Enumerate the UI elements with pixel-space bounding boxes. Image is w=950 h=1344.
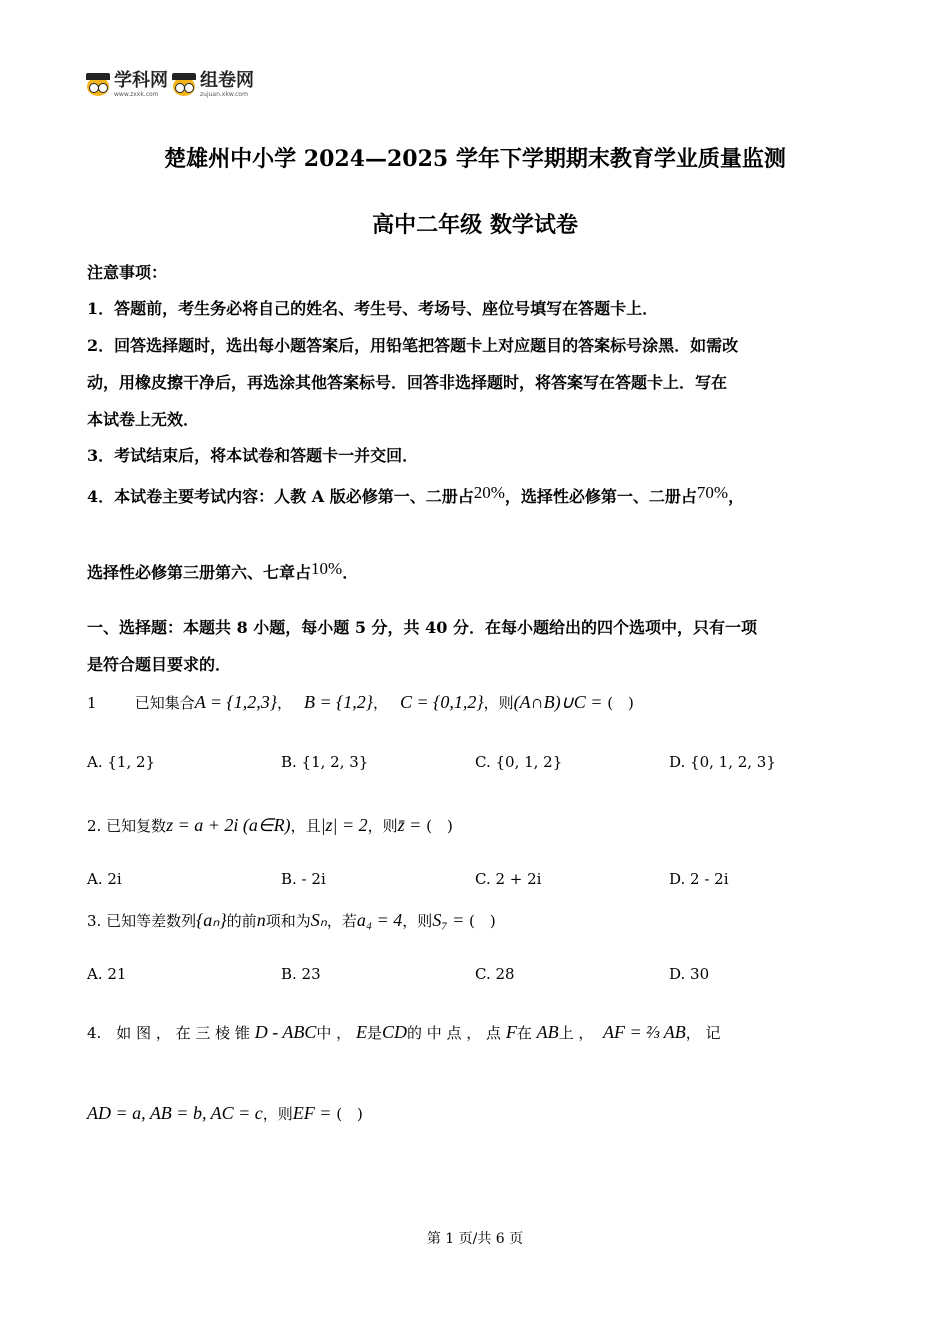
q2-option-a[interactable]: A. 2i — [87, 870, 122, 888]
notes-heading: 注意事项： — [87, 263, 168, 282]
q1-option-b[interactable]: B. {1, 2, 3} — [281, 753, 369, 771]
q3-option-d[interactable]: D. 30 — [669, 965, 710, 983]
question-2: 2. 已知复数z = a + 2i (a∈R)，且|z| = 2，则z̄ = ( ) — [87, 815, 453, 835]
note-2-cont: 动，用橡皮擦干净后，再选涂其他答案标号．回答非选择题时，将答案写在答题卡上．写在 — [87, 373, 728, 392]
question-3: 3. 已知等差数列{aₙ}的前n项和为Sₙ，若a₄ = 4，则S₇ = ( ) — [87, 910, 496, 930]
header-logo — [86, 72, 254, 98]
brand-xuekewang: 学科网 — [114, 70, 168, 91]
q1-option-d[interactable]: D. {0, 1, 2, 3} — [669, 753, 776, 771]
note-3: 3．考试结束后，将本试卷和答题卡一并交回． — [87, 446, 419, 465]
note-4: 4．本试卷主要考试内容：人教 A 版必修第一、二册占20%，选择性必修第一、二册占70%， — [87, 483, 745, 506]
question-4-cont: AD = a, AB = b, AC = c，则EF = ( ) — [87, 1103, 363, 1123]
note-1: 1．答题前，考生务必将自己的姓名、考生号、考场号、座位号填写在答题卡上． — [87, 299, 659, 318]
note-2: 2．回答选择题时，选出每小题答案后，用铅笔把答题卡上对应题目的答案标号涂黑．如需改 — [87, 336, 739, 355]
exam-subtitle: 高中二年级 数学试卷 — [372, 212, 578, 238]
q2-option-b[interactable]: B. - 2i — [281, 870, 326, 888]
page-footer: 第 1 页/共 6 页 — [426, 1231, 524, 1247]
brand-url-1: www.zxxk.com — [114, 91, 159, 98]
question-1: 1 已知集合A = {1,2,3}， B = {1,2}， C = {0,1,2}，则(A∩B)∪C = ( ) — [87, 692, 634, 712]
q3-option-a[interactable]: A. 21 — [87, 965, 127, 983]
q1-option-c[interactable]: C. {0, 1, 2} — [475, 753, 563, 771]
q2-option-d[interactable]: D. 2 - 2i — [669, 870, 729, 888]
question-4: 4. 如 图 ， 在 三 棱 锥 D - ABC中 ， E是CD的 中 点 ， 点 F在 AB上 ， AF = ⅔ AB， 记 — [87, 1022, 721, 1042]
note-2-end: 本试卷上无效． — [87, 410, 200, 429]
q1-option-a[interactable]: A. {1, 2} — [87, 753, 156, 771]
q3-option-b[interactable]: B. 23 — [281, 965, 321, 983]
owl-logo-icon-2 — [172, 73, 196, 97]
brand-url-2: zujuan.xkw.com — [200, 91, 248, 98]
q3-option-c[interactable]: C. 28 — [475, 965, 515, 983]
exam-title: 楚雄州中小学 2024—2025 学年下学期期末教育学业质量监测 — [164, 146, 786, 172]
brand-zujuanwang: 组卷网 — [200, 70, 254, 91]
owl-logo-icon — [86, 73, 110, 97]
note-4-cont: 选择性必修第三册第六、七章占10%． — [87, 559, 359, 582]
section-heading-cont: 是符合题目要求的． — [87, 655, 232, 674]
q2-option-c[interactable]: C. 2 + 2i — [475, 870, 542, 888]
section-heading: 一、选择题：本题共 8 小题，每小题 5 分，共 40 分．在每小题给出的四个选项中，只有一项 — [87, 618, 757, 637]
